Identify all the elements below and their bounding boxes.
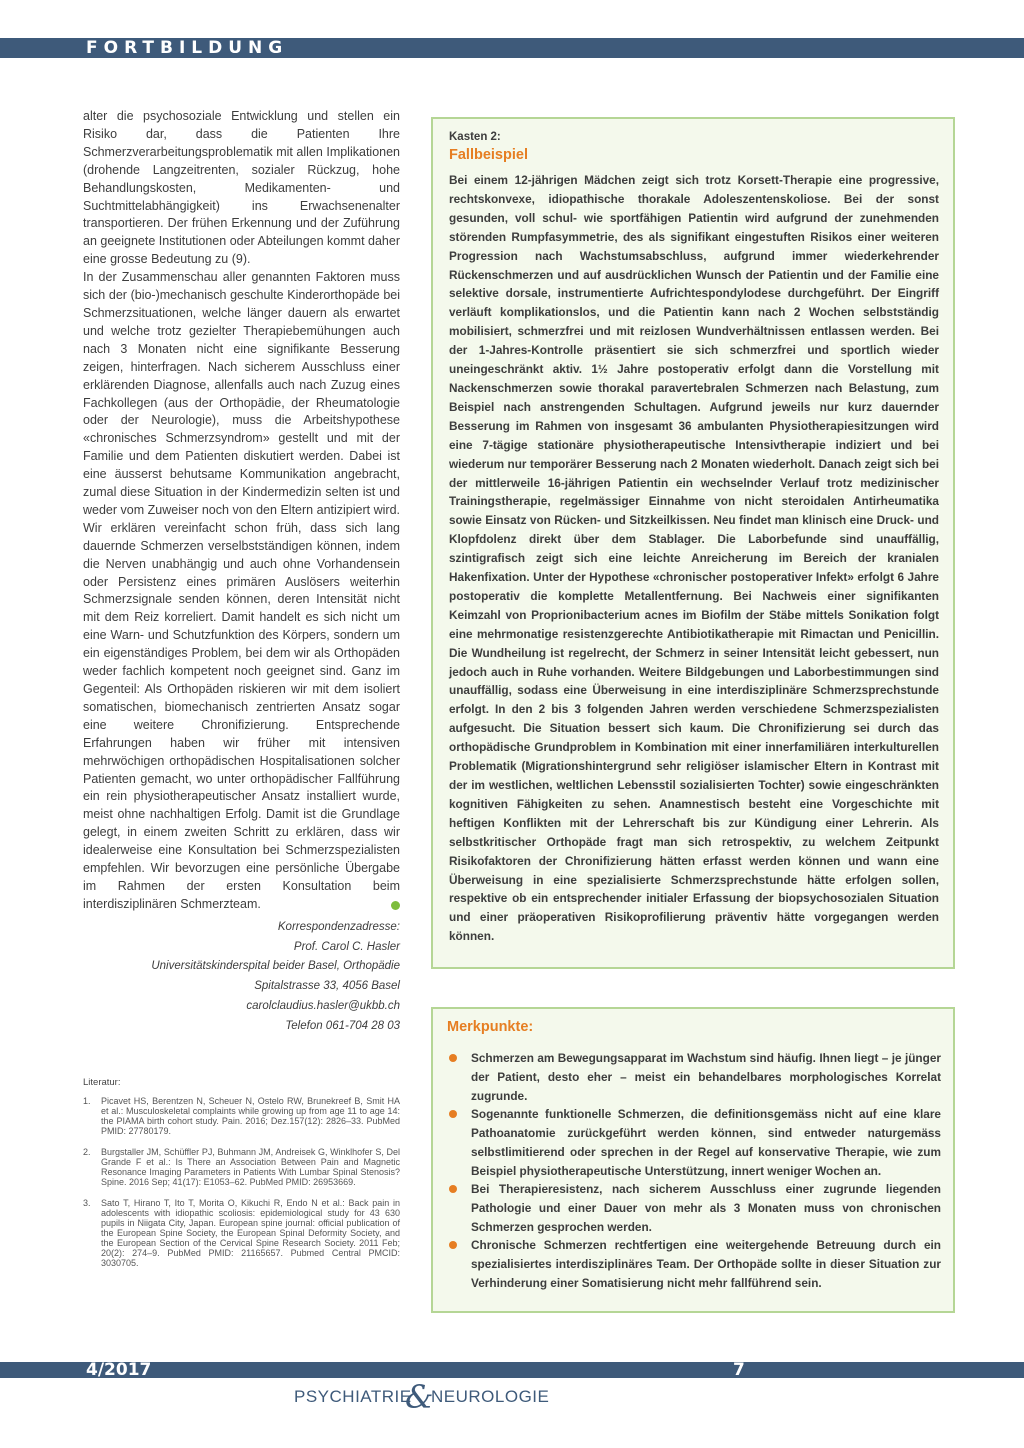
correspondence-label: Korrespondenzadresse: xyxy=(277,920,400,933)
key-points-list xyxy=(449,1049,941,1292)
correspondence-institution: Universitätskinderspital beider Basel, Orthopädie xyxy=(151,960,400,973)
literature-number: 3. xyxy=(83,1197,91,1208)
paragraph: alter die psychosoziale Entwicklung und stellen ein Risiko dar, dass die Patienten Ihre Schmerzverarbeitungsproblematik mit allen Implikationen (drohende Langzeitrenten, sozialer Rückzug, hohe Behandlungskosten, Medikamenten- und Suchtmittelabhängigkeit) ins Erwachsenenalter transportieren. Der frühen Erkennung und der Zuführung an geeignete Institutionen oder Abteilungen kommt daher eine grosse Bedeutung zu (9). xyxy=(83,109,400,267)
box-title: Fallbeispiel xyxy=(449,147,528,163)
literature-list xyxy=(83,1096,400,1268)
literature-text: Sato T, Hirano T, Ito T, Morita O, Kikuchi R, Endo N et al.: Back pain in adolescents with idiopathic scoliosis: epidemiological study for 43 630 pupils in Niigata City, Japan. European spine journal: official publication of the European Spine Society, the European Spinal Deformity Society, and the European Section of the Cervical Spine Research Society. 2011 Feb; 20(2): 274–9. PubMed PMID: 21165657. Pubmed Central PMCID: 3030705. xyxy=(101,1197,400,1268)
correspondence-street: Spitalstrasse 33, 4056 Basel xyxy=(254,980,400,993)
correspondence-phone: Telefon 061-704 28 03 xyxy=(285,1019,400,1032)
literature-item xyxy=(83,1198,400,1268)
correspondence-name: Prof. Carol C. Hasler xyxy=(293,940,400,953)
literature-text: Burgstaller JM, Schüffler PJ, Buhmann JM, Andreisek G, Winklhofer S, Del Grande F et al.: Is There an Association Between Pain and Magnetic Resonance Imaging Parameters in Patients With Lumbar Spinal Stenosis? Spine. 2016 Sep; 41(17): E1053–62. PubMed PMID: 26953669. xyxy=(101,1146,400,1187)
literature-item xyxy=(83,1096,400,1136)
case-study-box xyxy=(431,117,955,969)
journal-name-left: PSYCHIATRIE xyxy=(294,1387,412,1406)
literature-number: 2. xyxy=(83,1146,91,1157)
left-column xyxy=(83,108,400,1279)
key-point xyxy=(449,1105,941,1181)
key-point-text: Chronische Schmerzen rechtfertigen eine weitergehende Betreuung durch ein spezialisiertes interdisziplinäres Team. Der Orthopäde sollte in dieser Situation zur Verhinderung einer Somatisierung nicht mehr fallführend sein. xyxy=(471,1238,941,1290)
issue-number: 4/2017 xyxy=(86,1360,152,1380)
bullet-icon xyxy=(449,1185,457,1193)
bullet-icon xyxy=(449,1054,457,1062)
section-title: FORTBILDUNG xyxy=(86,38,289,58)
journal-name-right: NEUROLOGIE xyxy=(431,1387,550,1406)
box-label: Kasten 2: xyxy=(449,131,501,143)
end-of-article-icon xyxy=(391,901,400,910)
paragraph: In der Zusammenschau aller genannten Faktoren muss sich der (bio-)mechanisch geschulte Kinderorthopäde bei Schmerzsituationen, welche länger dauern als erwartet und welche trotz gezielter Therapiebemühungen auch nach 3 Monaten nicht eine signifikante Besserung zeigen, hinterfragen. Nach sicherem Ausschluss einer erklärenden Diagnose, allenfalls auch nach Zuzug eines Fachkollegen (aus der Orthopädie, der Rheumatologie oder der Neurologie), muss die Arbeitshypothese «chronisches Schmerzsyndrom» gestellt und mit der Familie und dem Patienten diskutiert werden. Dabei ist eine äusserst behutsame Kommunikation angebracht, zumal diese Situation in der Kindermedizin selten ist und weder vom Zuweiser noch von den Eltern antizipiert wird. Wir erklären vereinfacht schon früh, dass sich lang dauernde Schmerzen verselbstständigen können, indem die Nerven unabhängig und auch ohne Vorhandensein oder Persistenz eines primären Auslösers weiterhin Schmerzsignale senden können, deren Intensität nicht mit dem Reiz korreliert. Damit handelt es sich nicht um eine Warn- und Schutzfunktion des Körpers, sondern um ein eigenständiges Problem, bei dem wir als Orthopäden weder fachlich kompetent noch geeignet sind. Ganz im Gegenteil: Als Orthopäden riskieren wir mit dem isoliert somatischen, biomechanisch zentrierten Ansatz sogar eine weitere Chronifizierung. Entsprechende Erfahrungen haben wir früher mit intensiven mehrwöchigen orthopädischen Hospitalisationen solcher Patienten gemacht, wo unter orthopädischer Fallführung ein rein physiotherapeutischer Ansatz installiert wurde, meist ohne nachhaltigen Erfolg. Damit ist die Grundlage gelegt, in einem zweiten Schritt zu erklären, dass wir idealerweise eine Konsultation bei Schmerzspezialisten empfehlen. Wir bevorzugen eine persönliche Übergabe im Rahmen der ersten Konsultation beim interdisziplinären Schmerzteam. xyxy=(83,270,400,911)
bullet-icon xyxy=(449,1241,457,1249)
case-study-text: Bei einem 12-jährigen Mädchen zeigt sich trotz Korsett-Therapie eine progressive, rechtskonvexe, idiopathische thorakale Adoleszentenskoliose. Bei der sonst gesunden, voll schul- wie sportfähigen Patientin wird aufgrund der zunehmenden störenden Rumpfasymmetrie, des als signifikant eingestuften Risikos einer weiteren Progression nach Wachstumsabschluss, aufgrund immer wiederkehrender Rückenschmerzen und auf ausdrücklichen Wunsch der Patientin und der Familie eine selektive dorsale, instrumentierte Aufrichtespondylodese durchgeführt. Der Eingriff verläuft komplikationslos, und die Patientin kann nach 2 Wochen selbstständig mobilisiert, schmerzfrei und mit reizlosen Wundverhältnissen entlassen werden. Bei der 1-Jahres-Kontrolle präsentiert sie sich schmerzfrei und sportlich wieder uneingeschränkt aktiv. 1½ Jahre postoperativ erfolgt dann die Vorstellung mit Nackenschmerzen sowie thorakal paravertebralen Schmerzen nach Belastung, zum Beispiel nach anstrengenden Schultagen. Aufgrund jeweils nur kurz dauernder Besserung im Rahmen von insgesamt 36 ambulanten Physiotherapiesitzungen wird eine 7-tägige stationäre physiotherapeutische Intensivtherapie indiziert und bei wiederum nur temporärer Besserung nach 2 Monaten wiederholt. Danach zeigt sich bei der mittlerweile 16-jährigen Patientin ein wechselnder Verlauf trotz medizinischer Trainingstherapie, regelmässiger Einnahme von nicht steroidalen Antirheumatika sowie Einsatz von Rücken- und Sitzkeilkissen. Neu findet man klinisch eine Druck- und Klopfdolenz direkt über dem Stablager. Die Laborbefunde sind unauffällig, szintigrafisch zeigt sich eine leichte Anreicherung im Bereich der kranialen Hakenfixation. Unter der Hypothese «chronischer postoperativer Infekt» erfolgt 6 Jahre postoperativ die komplette Metallentfernung. Bei Nachweis einer signifikanten Keimzahl von Proprionibacterium acnes im Biofilm der Stäbe mittels Sonikation folgt eine mehrmonatige resistenzgerechte Antibiotikatherapie mit Rimactan und Penicillin. Die Wundheilung ist regelrecht, der Schmerz in seiner Intensität leicht gebessert, nun jedoch auch in Ruhe vorhanden. Weitere Bildgebungen und Laborbestimmungen sind unauffällig, sodass eine Überweisung in eine interdisziplinäre Schmerzsprechstunde erfolgt. In den 2 bis 3 folgenden Jahren werden verschiedene Schmerzspezialisten aufgesucht. Die Situation bessert sich kaum. Die Chronifizierung sei durch das orthopädische Grundproblem in Kombination mit einer innerfamiliären interkulturellen Problematik (Migrationshintergrund sehr religiöser islamischer Eltern in Kontrast mit der im westlichen, weltlichen Lebensstil sozialisierten Tochter) sowie eingeschränkten kognitiven Fähigkeiten zu sehen. Anamnestisch besteht eine Vorgeschichte mit heftigen Konflikten mit der Lehrerschaft bis zur Kündigung einer Lehrerin. Als selbstkritischer Orthopäde fragt man sich retrospektiv, zu welchem Zeitpunkt Risikofaktoren der Chronifizierung hätten erfasst werden können und wann eine Überweisung in eine spezialisierte Schmerzsprechstunde hätte erfolgen sollen, respektive ob ein entsprechender initialer Erfassung der biopsychosozialen Situation und einer präoperativen Risikoprofilierung präventiv hätte vorgegangen werden können. xyxy=(449,173,939,944)
literature-item xyxy=(83,1147,400,1187)
key-point-text: Bei Therapieresistenz, nach sicherem Ausschluss einer zugrunde liegenden Pathologie und einer Dauer von mehr als 3 Monaten muss von chronischen Schmerzen gesprochen werden. xyxy=(471,1182,941,1234)
correspondence-address xyxy=(83,918,400,1037)
key-point xyxy=(449,1236,941,1293)
page-number: 7 xyxy=(733,1360,745,1380)
footer-bar xyxy=(0,1362,1024,1378)
literature-text: Picavet HS, Berentzen N, Scheuer N, Ostelo RW, Brunekreef B, Smit HA et al.: Musculoskeletal complaints while growing up from age 11 to age 14: the PIAMA birth cohort study. Pain. 2016; Dez.157(12): 2826–33. PubMed PMID: 27780179. xyxy=(101,1095,400,1136)
key-point xyxy=(449,1180,941,1237)
box-title: Merkpunkte: xyxy=(447,1019,534,1035)
bullet-icon xyxy=(449,1110,457,1118)
key-points-box xyxy=(431,1007,955,1313)
journal-logo xyxy=(294,1380,554,1416)
key-point-text: Sogenannte funktionelle Schmerzen, die definitionsgemäss nicht auf eine klare Pathoanatomie zurückgeführt werden können, sind entweder naturgemäss selbstlimitierend oder sprechen in der Regel auf konservative Therapie, wie zum Beispiel physiotherapeutische Unterstützung, innert weniger Wochen an. xyxy=(471,1107,941,1178)
key-point xyxy=(449,1049,941,1106)
correspondence-email[interactable]: carolclaudius.hasler@ukbb.ch xyxy=(246,999,400,1012)
literature-number: 1. xyxy=(83,1095,91,1106)
key-point-text: Schmerzen am Bewegungsapparat im Wachstum sind häufig. Ihnen liegt – je jünger der Patient, desto eher – meist ein behandelbares morphologisches Korrelat zugrunde. xyxy=(471,1051,941,1103)
journal-ampersand: & xyxy=(405,1378,434,1416)
literature-heading: Literatur: xyxy=(83,1076,121,1088)
